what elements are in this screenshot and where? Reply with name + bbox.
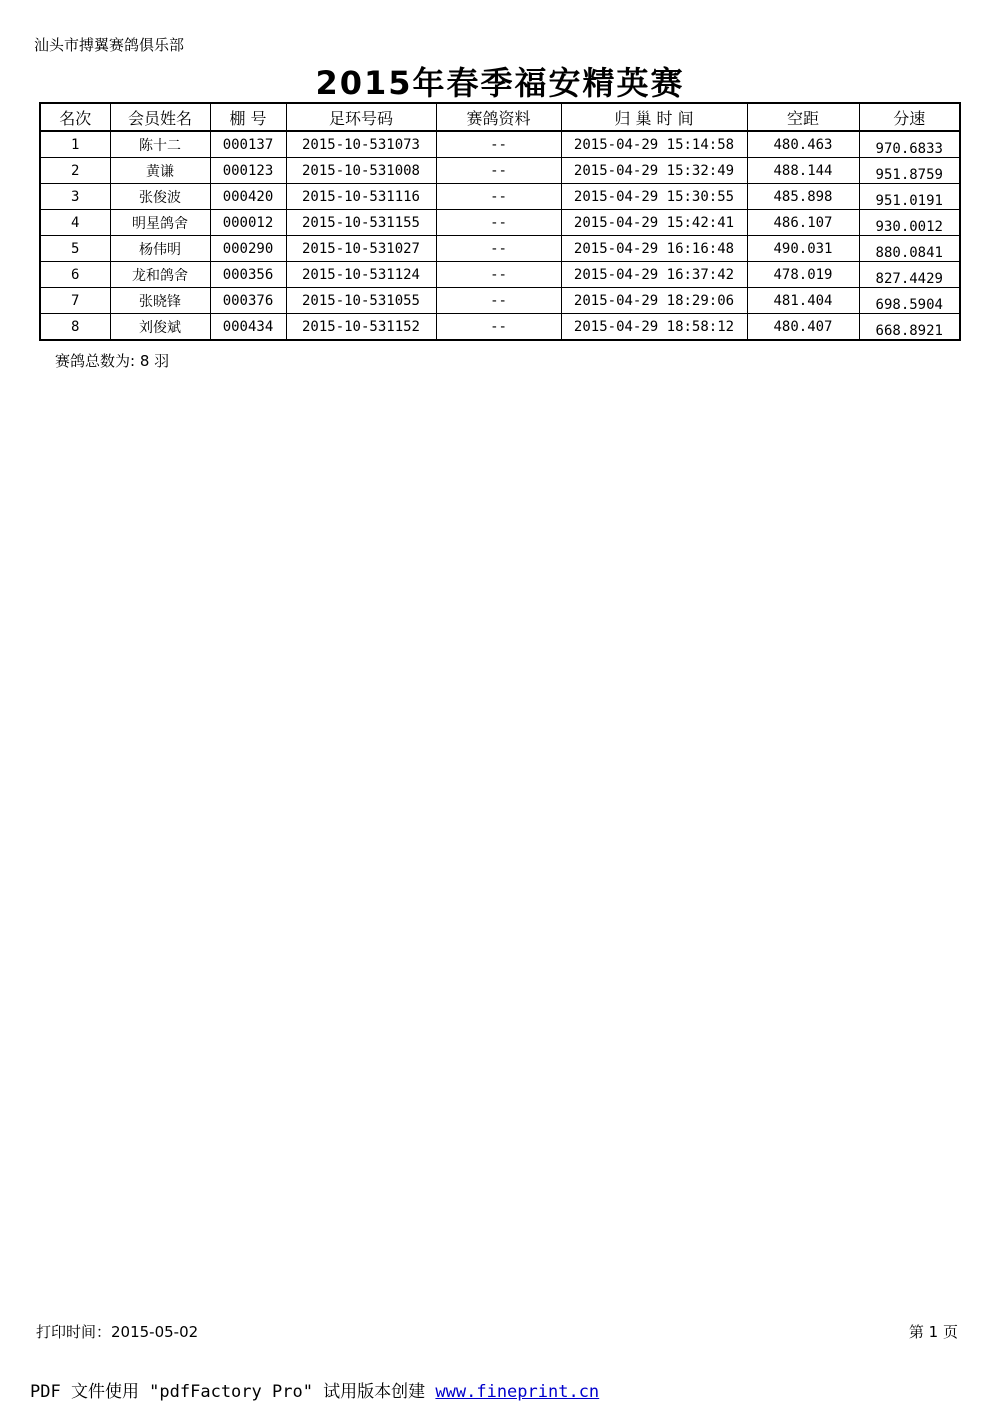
- cell-rank: 2: [40, 158, 110, 184]
- cell-rank: 7: [40, 288, 110, 314]
- table-body: [40, 131, 960, 340]
- cell-arrival-time: 2015-04-29 16:16:48: [561, 236, 747, 262]
- cell-distance: 480.407: [747, 314, 859, 341]
- cell-ring: 2015-10-531008: [286, 158, 436, 184]
- cell-loft: 000356: [210, 262, 286, 288]
- cell-loft: 000376: [210, 288, 286, 314]
- column-header-distance: 空距: [747, 103, 859, 131]
- cell-distance: 490.031: [747, 236, 859, 262]
- cell-speed: 970.6833: [859, 131, 960, 158]
- cell-member: 明星鸽舍: [110, 210, 210, 236]
- results-table: [39, 102, 961, 341]
- cell-speed: 668.8921: [859, 314, 960, 341]
- column-header-rank: 名次: [40, 103, 110, 131]
- cell-pigeon-info: --: [436, 210, 561, 236]
- table-row: [40, 236, 960, 262]
- column-header-ring: 足环号码: [286, 103, 436, 131]
- cell-rank: 5: [40, 236, 110, 262]
- cell-arrival-time: 2015-04-29 15:32:49: [561, 158, 747, 184]
- column-header-speed: 分速: [859, 103, 960, 131]
- cell-ring: 2015-10-531116: [286, 184, 436, 210]
- table-row: [40, 131, 960, 158]
- cell-speed: 951.8759: [859, 158, 960, 184]
- cell-member: 刘俊斌: [110, 314, 210, 341]
- cell-pigeon-info: --: [436, 158, 561, 184]
- cell-pigeon-info: --: [436, 184, 561, 210]
- cell-member: 龙和鸽舍: [110, 262, 210, 288]
- cell-speed: 880.0841: [859, 236, 960, 262]
- cell-member: 张俊波: [110, 184, 210, 210]
- cell-ring: 2015-10-531055: [286, 288, 436, 314]
- table-row: [40, 210, 960, 236]
- cell-rank: 1: [40, 131, 110, 158]
- column-header-loft: 棚 号: [210, 103, 286, 131]
- table-row: [40, 288, 960, 314]
- cell-pigeon-info: --: [436, 288, 561, 314]
- cell-ring: 2015-10-531124: [286, 262, 436, 288]
- cell-distance: 488.144: [747, 158, 859, 184]
- watermark-text: PDF 文件使用 "pdfFactory Pro" 试用版本创建: [30, 1382, 436, 1402]
- watermark: [30, 1377, 599, 1402]
- page-number: 第 1 页: [908, 1323, 958, 1341]
- cell-loft: 000420: [210, 184, 286, 210]
- cell-speed: 827.4429: [859, 262, 960, 288]
- column-header-pigeon-info: 赛鸽资料: [436, 103, 561, 131]
- cell-member: 张晓锋: [110, 288, 210, 314]
- cell-pigeon-info: --: [436, 131, 561, 158]
- cell-loft: 000012: [210, 210, 286, 236]
- cell-speed: 698.5904: [859, 288, 960, 314]
- print-time: 打印时间：2015-05-02: [36, 1323, 199, 1341]
- cell-arrival-time: 2015-04-29 15:42:41: [561, 210, 747, 236]
- cell-loft: 000137: [210, 131, 286, 158]
- cell-pigeon-info: --: [436, 314, 561, 341]
- club-name: 汕头市搏翼赛鸽俱乐部: [34, 36, 185, 54]
- page-title: 2015年春季福安精英赛: [315, 64, 685, 102]
- cell-arrival-time: 2015-04-29 15:14:58: [561, 131, 747, 158]
- cell-distance: 478.019: [747, 262, 859, 288]
- cell-loft: 000123: [210, 158, 286, 184]
- cell-speed: 930.0012: [859, 210, 960, 236]
- cell-speed: 951.0191: [859, 184, 960, 210]
- cell-ring: 2015-10-531027: [286, 236, 436, 262]
- cell-arrival-time: 2015-04-29 18:58:12: [561, 314, 747, 341]
- table-row: [40, 262, 960, 288]
- cell-loft: 000290: [210, 236, 286, 262]
- watermark-link[interactable]: www.fineprint.cn: [435, 1382, 600, 1402]
- cell-ring: 2015-10-531152: [286, 314, 436, 341]
- cell-distance: 485.898: [747, 184, 859, 210]
- table-row: [40, 184, 960, 210]
- cell-member: 杨伟明: [110, 236, 210, 262]
- cell-arrival-time: 2015-04-29 16:37:42: [561, 262, 747, 288]
- column-header-member: 会员姓名: [110, 103, 210, 131]
- cell-rank: 3: [40, 184, 110, 210]
- cell-pigeon-info: --: [436, 236, 561, 262]
- cell-loft: 000434: [210, 314, 286, 341]
- table-row: [40, 314, 960, 341]
- column-header-arrival-time: 归 巢 时 间: [561, 103, 747, 131]
- cell-arrival-time: 2015-04-29 15:30:55: [561, 184, 747, 210]
- cell-arrival-time: 2015-04-29 18:29:06: [561, 288, 747, 314]
- total-count: 赛鸽总数为: 8 羽: [55, 352, 170, 370]
- cell-member: 黄谦: [110, 158, 210, 184]
- cell-distance: 480.463: [747, 131, 859, 158]
- cell-rank: 4: [40, 210, 110, 236]
- cell-ring: 2015-10-531155: [286, 210, 436, 236]
- table-row: [40, 158, 960, 184]
- cell-ring: 2015-10-531073: [286, 131, 436, 158]
- cell-distance: 486.107: [747, 210, 859, 236]
- cell-pigeon-info: --: [436, 262, 561, 288]
- cell-rank: 8: [40, 314, 110, 341]
- cell-distance: 481.404: [747, 288, 859, 314]
- cell-member: 陈十二: [110, 131, 210, 158]
- cell-rank: 6: [40, 262, 110, 288]
- table-header-row: [40, 103, 960, 131]
